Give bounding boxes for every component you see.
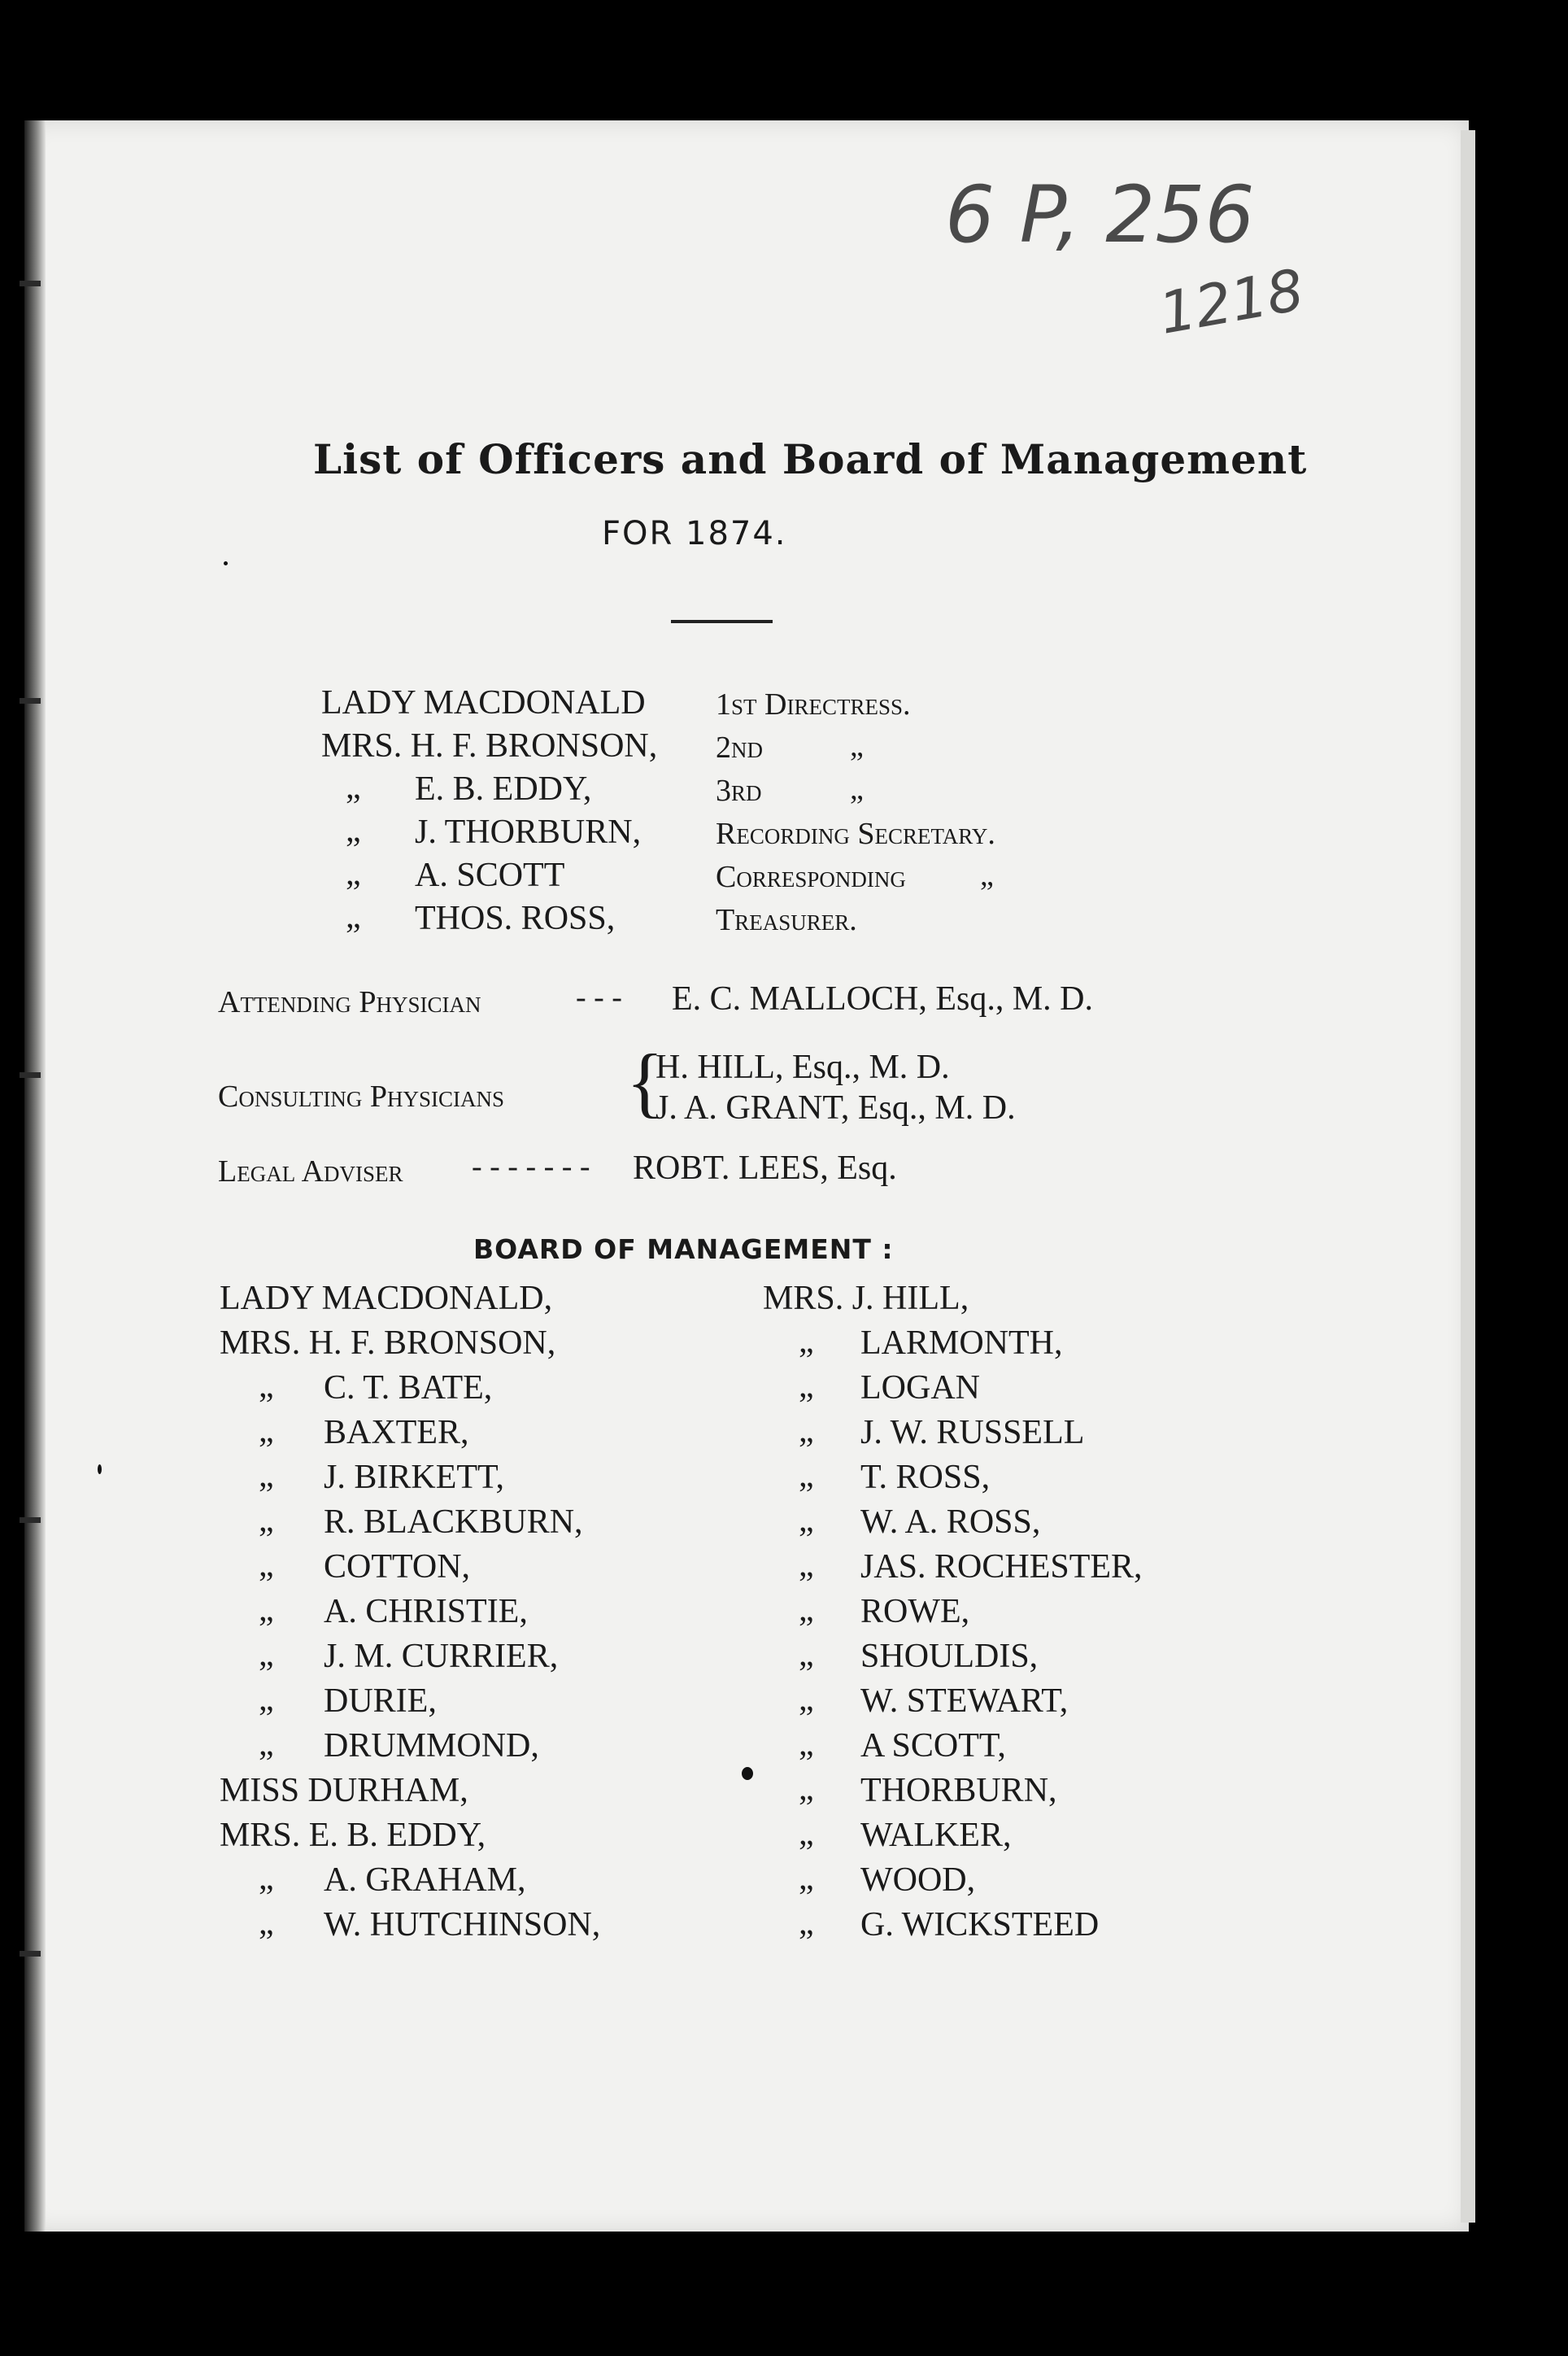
ink-speck: [742, 1767, 753, 1780]
officer-title: Corresponding: [716, 860, 906, 894]
board-member: W. STEWART,: [860, 1682, 1069, 1720]
board-member: WOOD,: [860, 1861, 976, 1899]
board-member: C. T. BATE,: [324, 1369, 493, 1407]
ditto-mark: „: [346, 769, 361, 806]
ditto-mark: „: [799, 1726, 814, 1763]
ditto-mark: „: [799, 1502, 814, 1539]
board-member: DRUMMOND,: [324, 1727, 539, 1765]
board-member: J. M. CURRIER,: [324, 1638, 559, 1675]
ditto-mark: „: [799, 1681, 814, 1718]
handwritten-annotation: 6 P, 256: [945, 169, 1255, 260]
binding-stitch: [20, 1517, 41, 1523]
officer-name: LADY MACDONALD: [321, 684, 646, 722]
board-title: BOARD OF MANAGEMENT :: [473, 1233, 894, 1265]
ditto-mark: „: [259, 1636, 274, 1673]
ditto-mark: „: [799, 1368, 814, 1405]
consulting-physician: J. A. GRANT, Esq., M. D.: [656, 1089, 1016, 1127]
ditto-mark: „: [799, 1412, 814, 1450]
ditto-mark: „: [799, 1815, 814, 1852]
board-member: ROWE,: [860, 1593, 970, 1630]
board-member: A. GRAHAM,: [324, 1861, 526, 1899]
board-member: JAS. ROCHESTER,: [860, 1548, 1143, 1586]
officer-name: THOS. ROSS,: [415, 900, 616, 937]
board-member: THORBURN,: [860, 1772, 1057, 1809]
ditto-mark: „: [850, 729, 864, 763]
officer-name: A. SCOTT: [415, 857, 565, 894]
page-edge: [1461, 130, 1475, 2223]
board-member: J. W. RUSSELL: [860, 1414, 1085, 1451]
ditto-mark: „: [259, 1591, 274, 1629]
ditto-mark: „: [259, 1904, 274, 1942]
officer-title: 2nd: [716, 731, 763, 765]
board-member: J. BIRKETT,: [324, 1459, 505, 1496]
brace: {: [626, 1038, 664, 1125]
board-member: LADY MACDONALD,: [220, 1280, 553, 1317]
officer-name: E. B. EDDY,: [415, 770, 592, 808]
consulting-label: Consulting Physicians: [218, 1080, 505, 1114]
handwritten-annotation: 1218: [1154, 256, 1309, 347]
board-member: LARMONTH,: [860, 1324, 1063, 1362]
ditto-mark: „: [346, 898, 361, 936]
officer-title: 1st Directress.: [716, 687, 911, 722]
binding-stitch: [20, 1072, 41, 1078]
officer-title: Treasurer.: [716, 903, 857, 937]
legal-label: Legal Adviser: [218, 1154, 403, 1189]
board-member: T. ROSS,: [860, 1459, 991, 1496]
ditto-mark: „: [259, 1502, 274, 1539]
board-member: MRS. H. F. BRONSON,: [220, 1324, 556, 1362]
board-member: DURIE,: [324, 1682, 437, 1720]
officer-name: MRS. H. F. BRONSON,: [321, 727, 658, 765]
officer-title: Recording Secretary.: [716, 817, 995, 851]
board-member: MISS DURHAM,: [220, 1772, 468, 1809]
ditto-mark: „: [980, 858, 994, 892]
ditto-mark: „: [259, 1547, 274, 1584]
page-subtitle: FOR 1874.: [602, 515, 787, 552]
attending-label: Attending Physician: [218, 985, 481, 1019]
ditto-mark: „: [346, 812, 361, 849]
officer-title: 3rd: [716, 774, 762, 808]
ink-speck: [224, 561, 228, 565]
officer-name: J. THORBURN,: [415, 814, 642, 851]
ditto-mark: „: [259, 1368, 274, 1405]
dot-leader: - - - - - - -: [472, 1150, 590, 1184]
board-member: MRS. E. B. EDDY,: [220, 1817, 486, 1854]
board-member: G. WICKSTEED: [860, 1906, 1100, 1944]
ditto-mark: „: [259, 1681, 274, 1718]
ditto-mark: „: [799, 1547, 814, 1584]
ditto-mark: „: [346, 855, 361, 892]
board-member: SHOULDIS,: [860, 1638, 1039, 1675]
ditto-mark: „: [799, 1591, 814, 1629]
consulting-physician: H. HILL, Esq., M. D.: [656, 1049, 950, 1086]
ditto-mark: „: [259, 1412, 274, 1450]
board-member: A SCOTT,: [860, 1727, 1006, 1765]
board-member: W. HUTCHINSON,: [324, 1906, 601, 1944]
page-binding: [24, 120, 46, 2232]
board-member: A. CHRISTIE,: [324, 1593, 528, 1630]
ditto-mark: „: [799, 1457, 814, 1494]
ditto-mark: „: [799, 1323, 814, 1360]
ditto-mark: „: [259, 1860, 274, 1897]
binding-stitch: [20, 1951, 41, 1957]
board-member: WALKER,: [860, 1817, 1012, 1854]
board-member: R. BLACKBURN,: [324, 1503, 583, 1541]
ditto-mark: „: [799, 1860, 814, 1897]
dot-leader: - - -: [576, 980, 622, 1014]
binding-stitch: [20, 698, 41, 704]
board-member: LOGAN: [860, 1369, 980, 1407]
board-member: BAXTER,: [324, 1414, 469, 1451]
legal-adviser: ROBT. LEES, Esq.: [633, 1150, 897, 1187]
ditto-mark: „: [850, 772, 864, 806]
board-member: COTTON,: [324, 1548, 471, 1586]
ditto-mark: „: [799, 1770, 814, 1808]
ditto-mark: „: [259, 1726, 274, 1763]
ditto-mark: „: [799, 1636, 814, 1673]
ink-speck: [98, 1464, 102, 1474]
title-rule: [671, 620, 773, 623]
ditto-mark: „: [799, 1904, 814, 1942]
board-member: MRS. J. HILL,: [763, 1280, 969, 1317]
attending-physician: E. C. MALLOCH, Esq., M. D.: [672, 980, 1094, 1018]
board-member: W. A. ROSS,: [860, 1503, 1041, 1541]
page-title: List of Officers and Board of Management: [313, 435, 1308, 483]
ditto-mark: „: [259, 1457, 274, 1494]
binding-stitch: [20, 281, 41, 286]
